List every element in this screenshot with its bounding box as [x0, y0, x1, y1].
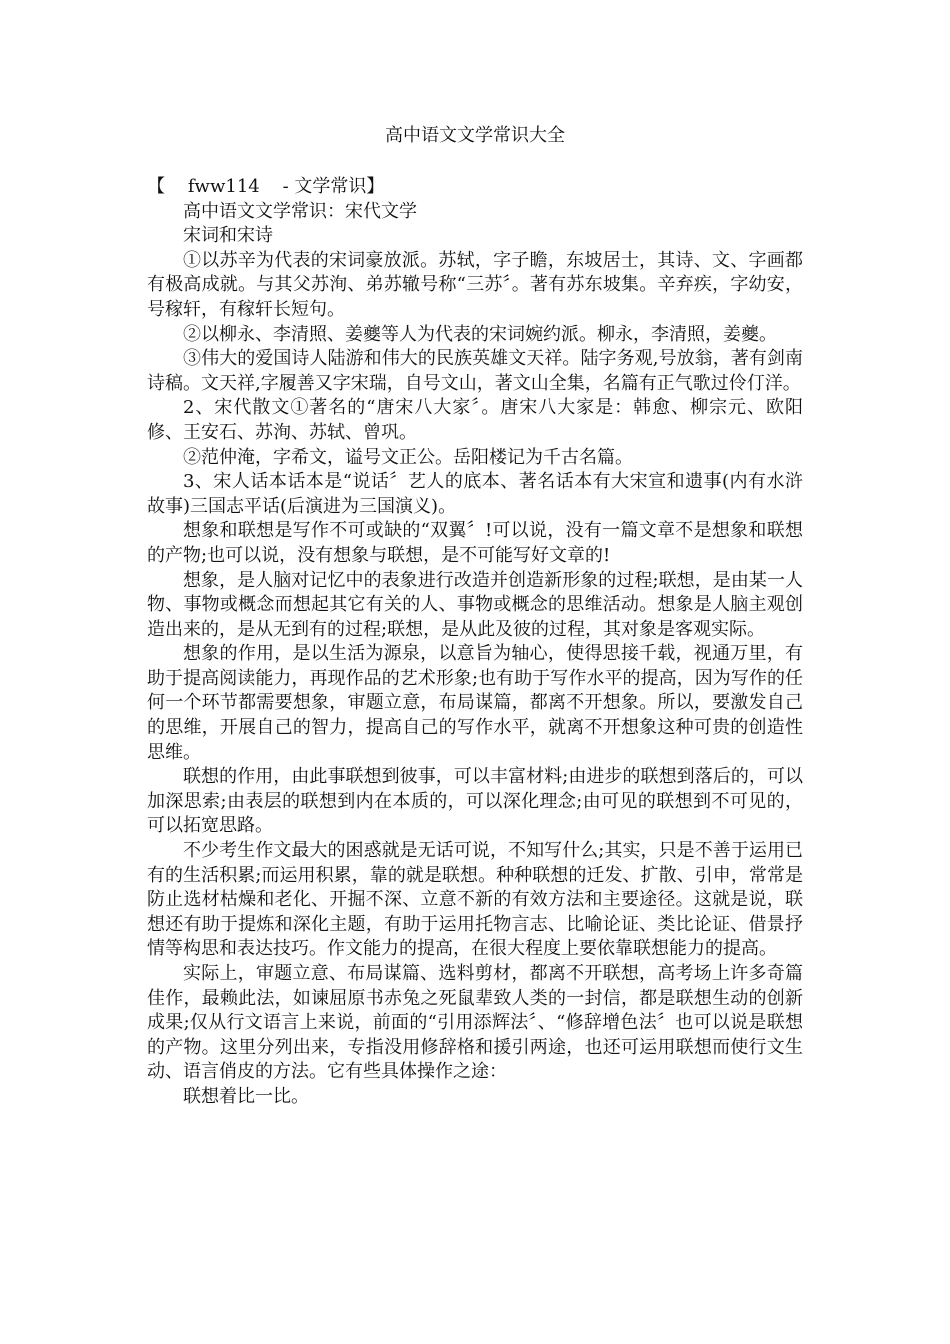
subsection-title: 宋词和宋诗	[183, 225, 273, 247]
paragraph: ②范仲淹，字希文，谥号文正公。岳阳楼记为千古名篇。	[183, 446, 633, 468]
paragraph: 联想着比一比。	[183, 1085, 309, 1107]
paragraph: 3、宋人话本话本是“说话〞艺人的底本、著名话本有大宋宣和遗事(内有水浒故事)三国志平话(后演进为三国演义)。	[147, 471, 803, 517]
document-title: 高中语文文学常识大全	[385, 125, 565, 146]
paragraph: 想象，是人脑对记忆中的表象进行改造并创造新形象的过程;联想，是由某一人物、事物或概念而想起其它有关的人、事物或概念的思维活动。想象是人脑主观创造出来的，是从无到有的过程;联想，是从此及彼的过程，其对象是客观实际。	[147, 569, 803, 640]
paragraph: ①以苏辛为代表的宋词豪放派。苏轼，字子瞻，东坡居士，其诗、文、字画都有极高成就。与其父苏洵、弟苏辙号称“三苏〞。著有苏东坡集。辛弃疾，字幼安，号稼轩，有稼轩长短句。	[147, 249, 803, 320]
paragraph: ③伟大的爱国诗人陆游和伟大的民族英雄文天祥。陆字务观,号放翁，著有剑南诗稿。文天祥,字履善又字宋瑞，自号文山，著文山全集，名篇有正气歌过伶仃洋。	[147, 348, 803, 394]
paragraph: 2、宋代散文①著名的“唐宋八大家〞。唐宋八大家是：韩愈、柳宗元、欧阳修、王安石、苏洵、苏轼、曾巩。	[147, 397, 803, 443]
paragraph: 想象和联想是写作不可或缺的“双翼〞!可以说，没有一篇文章不是想象和联想的产物;也可以说，没有想象与联想，是不可能写好文章的!	[147, 520, 803, 566]
paragraph: 不少考生作文最大的困惑就是无话可说，不知写什么;其实，只是不善于运用已有的生活积累;而运用积累，靠的就是联想。种种联想的迁发、扩散、引申，常常是防止选材枯燥和老化、开掘不深、立意不新的有效方法和主要途径。这就是说，联想还有助于提炼和深化主题，有助于运用托物言志、比喻论证、类比论证、借景抒情等构思和表达技巧。作文能力的提高，在很大程度上要依靠联想能力的提高。	[147, 840, 803, 960]
meta-line: 【 fww114 - 文学常识】	[147, 176, 385, 197]
paragraph: 想象的作用，是以生活为源泉，以意旨为轴心，使得思接千载，视通万里，有助于提高阅读能力，再现作品的艺术形象;也有助于写作水平的提高，因为写作的任何一个环节都需要想象，审题立意，布局谋篇，都离不开想象。所以，要激发自己的思维，开展自己的智力，提高自己的写作水平，就离不开想象这种可贵的创造性思维。	[147, 643, 803, 763]
paragraph: 联想的作用，由此事联想到彼事，可以丰富材料;由进步的联想到落后的，可以加深思索;由表层的联想到内在本质的，可以深化理念;由可见的联想到不可见的，可以拓宽思路。	[147, 766, 803, 837]
section-title: 高中语文文学常识：宋代文学	[183, 200, 417, 222]
paragraph: ②以柳永、李清照、姜夔等人为代表的宋词婉约派。柳永，李清照，姜夔。	[183, 323, 777, 345]
paragraph: 实际上，审题立意、布局谋篇、选料剪材，都离不开联想，高考场上许多奇篇佳作，最赖此法，如谏屈原书赤兔之死鼠辈致人类的一封信，都是联想生动的创新成果;仅从行文语言上来说，前面的“引用添辉法〞、“修辞增色法〞也可以说是联想的产物。这里分列出来，专指没用修辞格和援引两途，也还可运用联想而使行文生动、语言俏皮的方法。它有些具体操作之途：	[147, 963, 803, 1083]
document-body	[147, 175, 803, 1110]
